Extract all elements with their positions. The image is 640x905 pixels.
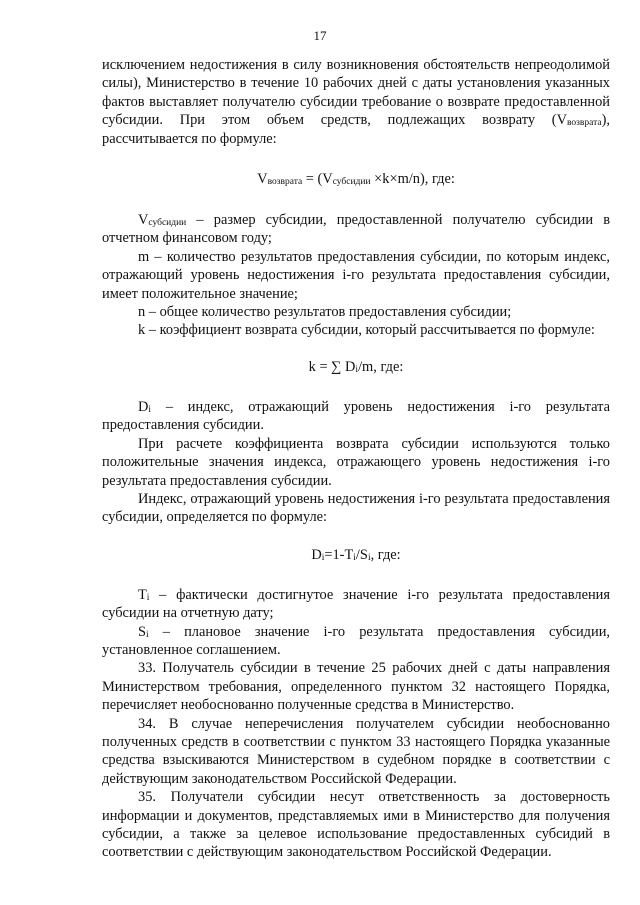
paragraph-coefficient-calc: При расчете коэффициента возврата субсидии используются только положительные значения индекса, отражающего уровень недостижения i-го результата предоставления субсидии. (102, 435, 610, 489)
item-33: 33. Получатель субсидии в течение 25 рабочих дней с даты направления Министерством требования, определенного пунктом 32 настоящего Порядка, перечисляет необоснованно полученные средства в Министерство. (102, 660, 610, 714)
definition-t: $T_i$ – фактически достигнутое значение i-го результата предоставления субсидии на отчетную дату; (102, 586, 610, 622)
item-35: 35. Получатели субсидии несут ответственность за достоверность информации и документов, представляемых ими в Министерство для получения субсидии, а также за целевое использование предоставленных субсидий в соответствии с действующим законодательством Российской Федерации. (102, 789, 610, 861)
definition-s: $S_i$ – плановое значение i-го результата предоставления субсидии, установленное соглашением. (102, 623, 610, 658)
paragraph-return-intro: исключением недостижения в силу возникновения обстоятельств непреодолимой силы), Министерство в течение 10 рабочих дней с даты установления указанных фактов выставляет получателю субсидии требование о возврате предоставленной субсидии. При этом объем средств, подлежащих возврату $(V_{возврата})$, рассчитывается по формуле: (102, 57, 610, 147)
definition-v-subsidy: $V_{субсидии}$ – размер субсидии, предоставленной получателю субсидии в отчетном финансовом году; (102, 212, 610, 247)
definition-m: m – количество результатов предоставления субсидии, по которым индекс, отражающий уровень недостижения i-го результата предоставления субсидии, имеет положительное значение; (102, 248, 610, 302)
paragraph-index-definition: Индекс, отражающий уровень недостижения i-го результата предоставления субсидии, определяется по формуле: (102, 490, 610, 526)
item-34: 34. В случае неперечисления получателем субсидии необоснованно полученных средств в соответствии с пунктом 33 настоящего Порядка указанные средства взыскиваются Министерством в судебном порядке в соответствии с действующим законодательством Российской Федерации. (102, 715, 610, 787)
page-number: 17 (313, 28, 327, 43)
formula-d: $D_i=1-T_i/S_i$, где: (311, 546, 401, 563)
definition-n: n – общее количество результатов предоставления субсидии; (138, 304, 512, 321)
document-body (102, 56, 610, 862)
formula-v-return: $V_{возврата} = (V_{субсидии} \times k\times m/n)$, где: (257, 171, 455, 188)
definition-k: k – коэффициент возврата субсидии, который рассчитывается по формуле: (138, 322, 595, 339)
definition-d: $D_i$ – индекс, отражающий уровень недостижения i-го результата предоставления субсидии. (102, 398, 610, 434)
formula-k: k = ∑ $D_i/m$, где: (308, 358, 404, 375)
